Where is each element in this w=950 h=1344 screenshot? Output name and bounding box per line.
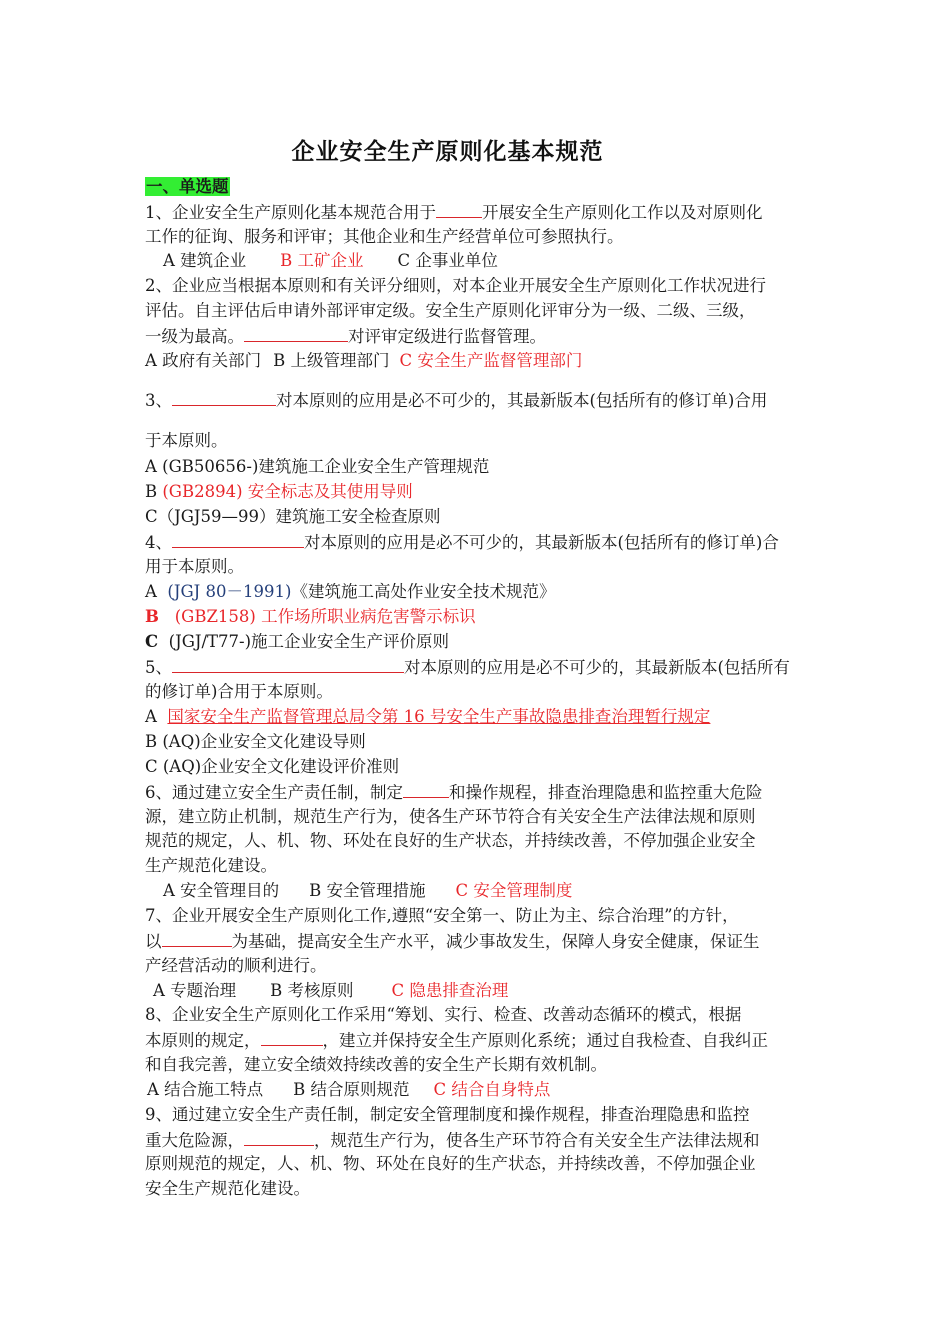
question-4-option-c	[145, 629, 860, 654]
question-9-line-4: 安全生产规范化建设。	[145, 1179, 310, 1198]
question-5-option-c: C (AQ)企业安全文化建设评价准则	[145, 757, 400, 776]
question-2-line-2: 评估。自主评估后申请外部评审定级。安全生产原则化评审分为一级、二级、三级，	[145, 301, 756, 320]
q8-text-a: 本原则的规定，	[145, 1031, 261, 1050]
question-3-line-1	[145, 387, 860, 413]
q3-text-a: 3、	[145, 391, 172, 410]
option-a-text: 《建筑施工高处作业安全技术规范》	[291, 582, 556, 601]
question-6-line-1	[145, 779, 860, 805]
question-6-options	[163, 878, 878, 903]
option-c-answer: C 安全生产监督管理部门	[399, 351, 583, 370]
question-4-line-2: 用于本原则。	[145, 557, 244, 576]
option-b-answer: (GB2894) 安全标志及其使用导则	[162, 482, 413, 501]
q4-text-a: 4、	[145, 533, 172, 552]
question-8-line-1: 8、企业安全生产原则化工作采用“筹划、实行、检查、改善动态循环的模式，根据	[145, 1005, 742, 1024]
option-a-prefix: A	[145, 582, 157, 601]
question-1-line-1	[145, 199, 860, 225]
question-3-option-a: A (GB50656-)建筑施工企业安全生产管理规范	[145, 457, 490, 476]
option-a: A 安全管理目的	[163, 881, 280, 900]
option-b-answer: B 工矿企业	[280, 251, 364, 270]
option-c-answer: C 隐患排查治理	[391, 981, 509, 1000]
question-6-line-3: 规范的规定，人、机、物、环处在良好的生产状态，并持续改善，不停加强企业安全	[145, 831, 756, 850]
option-a: A 建筑企业	[163, 251, 247, 270]
question-3-line-2: 于本原则。	[145, 431, 228, 450]
question-2-line-1: 2、企业应当根据本原则和有关评分细则，对本企业开展安全生产原则化工作状况进行	[145, 276, 766, 295]
q2-text-a: 一级为最高。	[145, 327, 244, 346]
option-b: B 考核原则	[270, 981, 354, 1000]
option-b: B 上级管理部门	[273, 351, 390, 370]
question-4-option-a	[145, 579, 860, 604]
q7-text-a: 以	[145, 932, 162, 951]
q2-text-b: 对评审定级进行监督管理。	[348, 327, 546, 346]
answer-blank	[403, 779, 449, 798]
answer-blank	[172, 387, 276, 406]
question-8-line-2	[145, 1027, 860, 1053]
question-9-line-2	[145, 1127, 860, 1153]
question-1-options	[163, 248, 878, 273]
answer-blank	[244, 323, 348, 342]
option-c-answer: C 结合自身特点	[433, 1080, 551, 1099]
option-a-code: (JGJ 80－1991)	[167, 582, 292, 601]
question-4-option-b	[145, 604, 860, 629]
option-b-prefix: B	[145, 607, 159, 626]
q4-text-b: 对本原则的应用是必不可少的，其最新版本(包括所有的修订单)合	[304, 533, 779, 552]
q5-text-b: 对本原则的应用是必不可少的，其最新版本(包括所有	[404, 658, 790, 677]
option-c-text: (JGJ/T77-)施工企业安全生产评价原则	[168, 632, 450, 651]
option-a: A 政府有关部门	[145, 351, 262, 370]
question-7-line-3: 产经营活动的顺利进行。	[145, 956, 327, 975]
question-8-options	[147, 1077, 862, 1102]
q3-text-b: 对本原则的应用是必不可少的，其最新版本(包括所有的修订单)合用	[276, 391, 768, 410]
option-a-prefix: A	[145, 707, 157, 726]
option-c-prefix: C	[145, 632, 159, 651]
question-5-line-1	[145, 654, 860, 680]
option-c-answer: C 安全管理制度	[455, 881, 573, 900]
question-7-line-2	[145, 928, 860, 954]
option-a: A 专题治理	[153, 981, 237, 1000]
question-3-option-b	[145, 479, 860, 504]
answer-blank	[172, 529, 304, 548]
answer-blank	[172, 654, 404, 673]
answer-blank	[244, 1127, 314, 1146]
q7-text-b: 为基础，提高安全生产水平，减少事故发生，保障人身安全健康，保证生	[231, 932, 760, 951]
question-9-line-1: 9、通过建立安全生产责任制，制定安全管理制度和操作规程，排查治理隐患和监控	[145, 1105, 750, 1124]
option-b: B 结合原则规范	[293, 1080, 410, 1099]
question-8-line-3: 和自我完善，建立安全绩效持续改善的安全生产长期有效机制。	[145, 1055, 607, 1074]
question-2-options	[145, 348, 860, 373]
answer-blank	[436, 199, 482, 218]
q5-text-a: 5、	[145, 658, 172, 677]
question-2-line-3	[145, 323, 860, 349]
question-3-option-c: C（JGJ59—99）建筑施工安全检查原则	[145, 507, 441, 526]
q9-text-a: 重大危险源，	[145, 1131, 244, 1150]
option-c: C 企事业单位	[397, 251, 498, 270]
q1-text-a: 1、企业安全生产原则化基本规范合用于	[145, 203, 436, 222]
document-title: 企业安全生产原则化基本规范	[291, 139, 604, 165]
q9-text-b: ，规范生产行为，使各生产环节符合有关安全生产法律法规和	[314, 1131, 760, 1150]
q6-text-a: 6、通过建立安全生产责任制，制定	[145, 783, 403, 802]
question-6-line-4: 生产规范化建设。	[145, 856, 277, 875]
question-7-line-1: 7、企业开展安全生产原则化工作,遵照“安全第一、防止为主、综合治理”的方针，	[145, 906, 739, 925]
q6-text-b: 和操作规程，排查治理隐患和监控重大危险	[449, 783, 763, 802]
question-9-line-3: 原则规范的规定，人、机、物、环处在良好的生产状态，并持续改善，不停加强企业	[145, 1154, 756, 1173]
section-label: 一、单选题	[146, 177, 229, 196]
question-4-line-1	[145, 529, 860, 555]
question-5-option-b: B (AQ)企业安全文化建设导则	[145, 732, 366, 751]
section-heading	[145, 174, 860, 199]
question-1-line-2: 工作的征询、服务和评审；其他企业和生产经营单位可参照执行。	[145, 227, 624, 246]
question-7-options	[153, 978, 868, 1003]
question-5-line-2: 的修订单)合用于本原则。	[145, 682, 333, 701]
option-a: A 结合施工特点	[147, 1080, 264, 1099]
answer-blank	[261, 1027, 323, 1046]
question-6-line-2: 源，建立防止机制，规范生产行为，使各生产环节符合有关安全生产法律法规和原则	[145, 807, 756, 826]
answer-blank	[162, 928, 232, 947]
option-b: B 安全管理措施	[309, 881, 426, 900]
question-5-option-a	[145, 704, 860, 729]
q1-text-b: 开展安全生产原则化工作以及对原则化	[482, 203, 763, 222]
option-b-answer: (GBZ158) 工作场所职业病危害警示标识	[174, 607, 476, 626]
q8-text-b: ，建立并保持安全生产原则化系统；通过自我检查、自我纠正	[322, 1031, 768, 1050]
option-a-answer: 国家安全生产监督管理总局令第 16 号安全生产事故隐患排查治理暂行规定	[167, 707, 711, 726]
option-b-prefix: B	[145, 482, 163, 501]
